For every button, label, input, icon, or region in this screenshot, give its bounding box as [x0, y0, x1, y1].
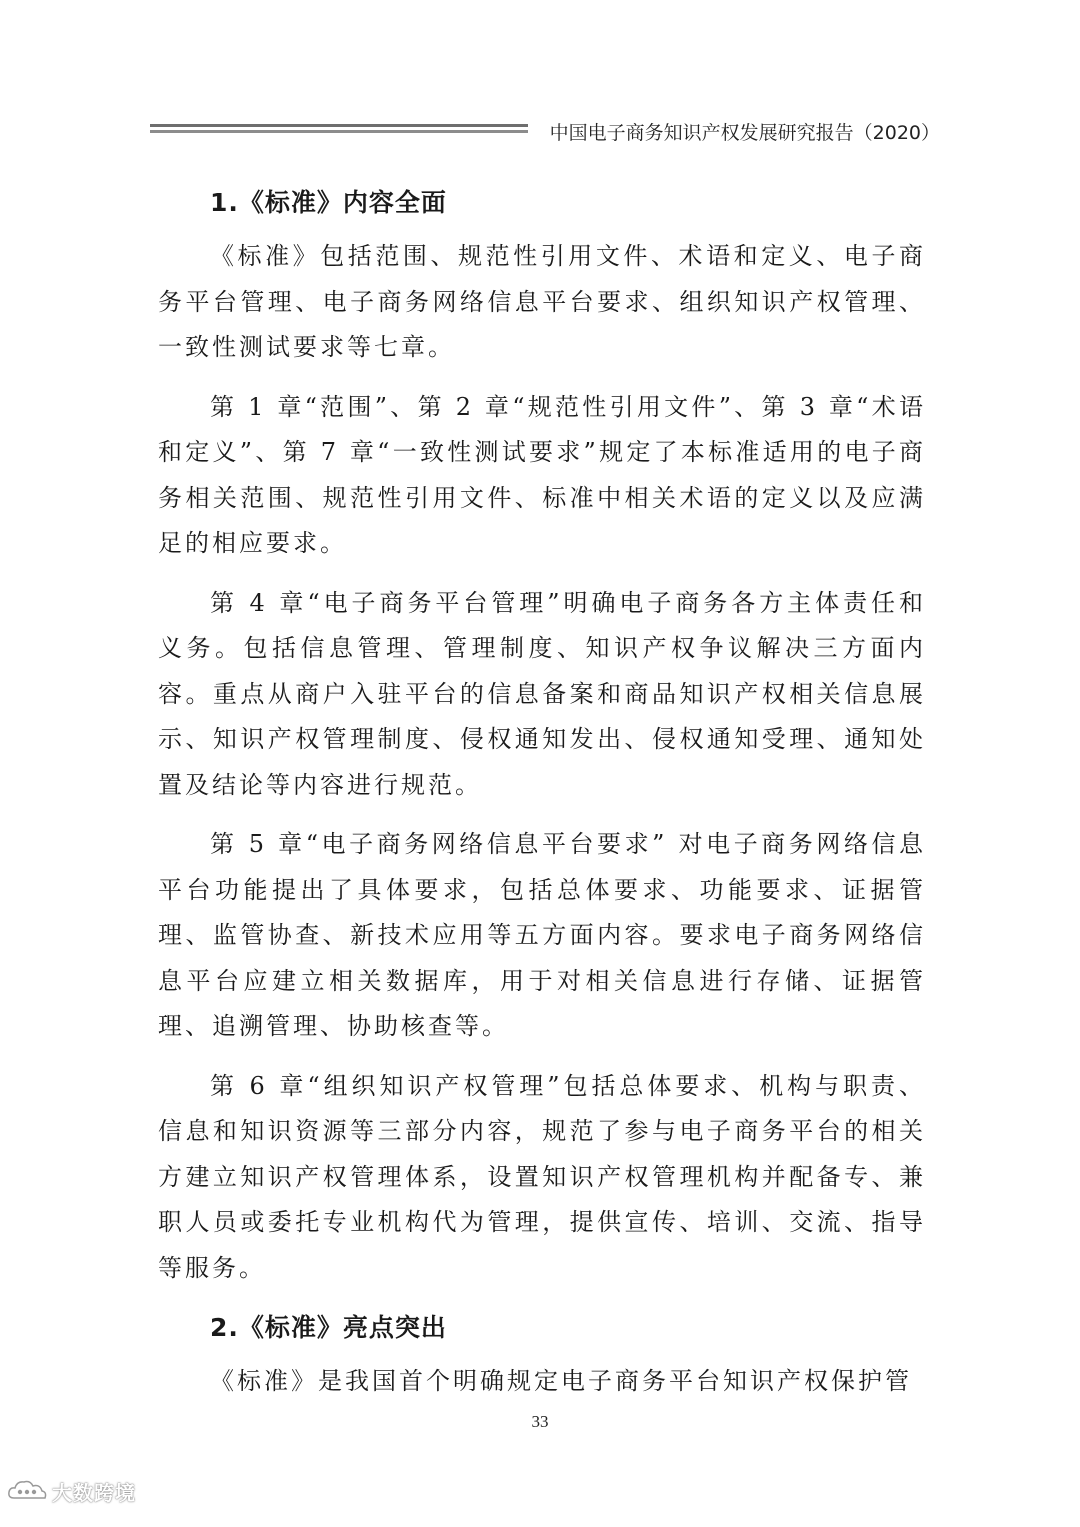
paragraph: 第 1 章“范围”、第 2 章“规范性引用文件”、第 3 章“术语和定义”、第 7 章“一致性测试要求”规定了本标准适用的电子商务相关范围、规范性引用文件、标准中相关术语的定义以及应满足的相应要求。: [158, 392, 926, 557]
paragraph: 第 6 章“组织知识产权管理”包括总体要求、机构与职责、信息和知识资源等三部分内容，规范了参与电子商务平台的相关方建立知识产权管理体系，设置知识产权管理机构并配备专、兼职人员或委托专业机构代为管理，提供宣传、培训、交流、指导等服务。: [158, 1071, 926, 1282]
page-body: [158, 180, 926, 1419]
watermark-text: 大数跨境: [52, 1480, 136, 1505]
cloud-logo-icon: [6, 1476, 48, 1506]
section-heading-2: 2.《标准》亮点突出: [210, 1313, 447, 1342]
running-title: 中国电子商务知识产权发展研究报告（2020）: [549, 122, 940, 144]
header-rule: [150, 124, 528, 136]
paragraph: 《标准》是我国首个明确规定电子商务平台知识产权保护管: [210, 1367, 912, 1395]
paragraph: 第 4 章“电子商务平台管理”明确电子商务各方主体责任和义务。包括信息管理、管理制度、知识产权争议解决三方面内容。重点从商户入驻平台的信息备案和商品知识产权相关信息展示、知识产权管理制度、侵权通知发出、侵权通知受理、通知处置及结论等内容进行规范。: [158, 588, 926, 799]
paragraph: 《标准》包括范围、规范性引用文件、术语和定义、电子商务平台管理、电子商务网络信息平台要求、组织知识产权管理、一致性测试要求等七章。: [158, 242, 926, 361]
section-heading-1: 1.《标准》内容全面: [210, 188, 447, 217]
page-number: 33: [531, 1412, 549, 1431]
paragraph: 第 5 章“电子商务网络信息平台要求” 对电子商务网络信息平台功能提出了具体要求，包括总体要求、功能要求、证据管理、监管协查、新技术应用等五方面内容。要求电子商务网络信息平台应建立相关数据库，用于对相关信息进行存储、证据管理、追溯管理、协助核查等。: [158, 830, 926, 1040]
watermark: [6, 1476, 136, 1506]
